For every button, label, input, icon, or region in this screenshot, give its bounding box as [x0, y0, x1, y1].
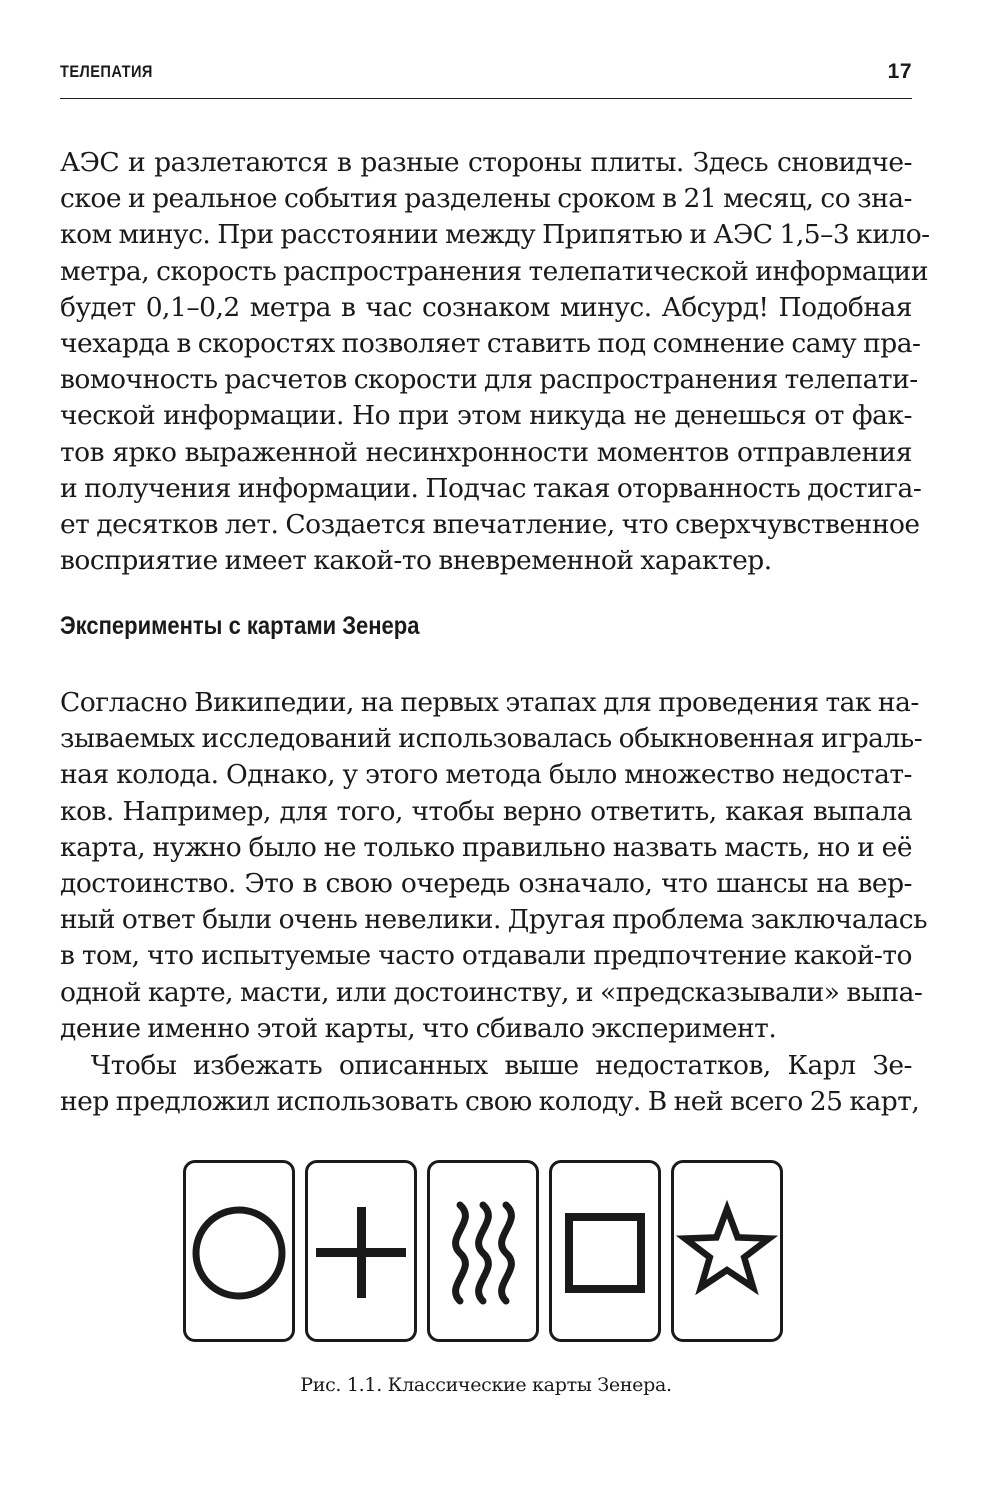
- text-line: достоинство. Это в свою очередь означало, что шансы на вер-: [60, 868, 912, 900]
- text-line: АЭС и разлетаются в разные стороны плиты. Здесь сновидче-: [60, 147, 912, 178]
- text-line: зываемых исследований использовалась обыкновенная играль-: [60, 723, 923, 755]
- text-line: нер предложил использовать свою колоду. В ней всего 25 карт,: [60, 1086, 920, 1118]
- circle-icon: [186, 1163, 292, 1339]
- text-line: ское и реальное события разделены сроком в 21 месяц, со зна-: [60, 183, 912, 215]
- text-line: ком минус. При расстоянии между Припятью и АЭС 1,5–3 кило-: [60, 219, 930, 251]
- text-line: в том, что испытуемые часто отдавали предпочтение какой-то: [60, 940, 912, 972]
- text-line: карта, нужно было не только правильно назвать масть, но и её: [60, 831, 912, 863]
- text-line: восприятие имеет какой-то вневременной характер.: [60, 545, 772, 577]
- running-title: ТЕЛЕПАТИЯ: [60, 62, 153, 81]
- header-rule: [60, 98, 912, 99]
- square-icon: [552, 1163, 658, 1339]
- figure-caption: Рис. 1.1. Классические карты Зенера.: [300, 1374, 672, 1396]
- text-line: будет 0,1–0,2 метра в час сознаком минус. Абсурд! Подобная: [60, 291, 912, 323]
- text-line: и получения информации. Подчас такая оторванность достига-: [60, 472, 922, 504]
- text-line: ный ответ были очень невелики. Другая проблема заключалась: [60, 904, 928, 936]
- text-line: дение именно этой карты, что сбивало эксперимент.: [60, 1012, 777, 1044]
- text-line: метра, скорость распространения телепатической информации: [60, 255, 929, 287]
- star-icon: [674, 1163, 780, 1339]
- page-number: 17: [887, 60, 912, 83]
- text-line: ков. Например, для того, чтобы верно ответить, какая выпала: [60, 795, 912, 827]
- running-head: [60, 62, 912, 90]
- text-line: ческой информации. Но при этом никуда не денешься от фак-: [60, 400, 912, 432]
- zener-cards-figure: [183, 1160, 793, 1346]
- text-line: вомочность расчетов скорости для распространения телепати-: [60, 364, 918, 396]
- text-line: ная колода. Однако, у этого метода было множество недостат-: [60, 759, 912, 791]
- text-line: тов ярко выраженной несинхронности моментов отправления: [60, 436, 912, 468]
- text-line: ет десятков лет. Создается впечатление, что сверхчувственное: [60, 509, 920, 541]
- text-line: Чтобы избежать описанных выше недостатков, Карл Зе-: [60, 1050, 912, 1081]
- zener-card-waves: [427, 1160, 539, 1342]
- zener-card-cross: [305, 1160, 417, 1342]
- text-line: одной карте, масти, или достоинству, и «предсказывали» выпа-: [60, 976, 923, 1008]
- paragraph-1: [60, 145, 930, 579]
- text-line: чехарда в скоростях позволяет ставить под сомнение саму пра-: [60, 328, 921, 360]
- paragraph-3: [60, 1048, 920, 1120]
- text-line: Согласно Википедии, на первых этапах для проведения так на-: [60, 687, 919, 718]
- section-heading: Эксперименты с картами Зенера: [60, 612, 420, 640]
- zener-card-star: [671, 1160, 783, 1342]
- zener-card-circle: [183, 1160, 295, 1342]
- waves-icon: [430, 1163, 536, 1339]
- paragraph-2: [60, 685, 928, 1047]
- cross-icon: [308, 1163, 414, 1339]
- zener-card-square: [549, 1160, 661, 1342]
